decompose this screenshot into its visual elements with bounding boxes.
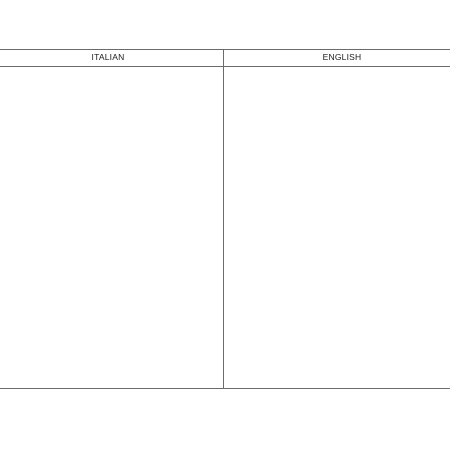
table-header-row [0, 50, 450, 67]
italian-column-header: ITALIAN [91, 52, 125, 62]
bilingual-table [0, 49, 450, 389]
column-divider [223, 50, 224, 388]
english-column-header: ENGLISH [322, 52, 362, 62]
